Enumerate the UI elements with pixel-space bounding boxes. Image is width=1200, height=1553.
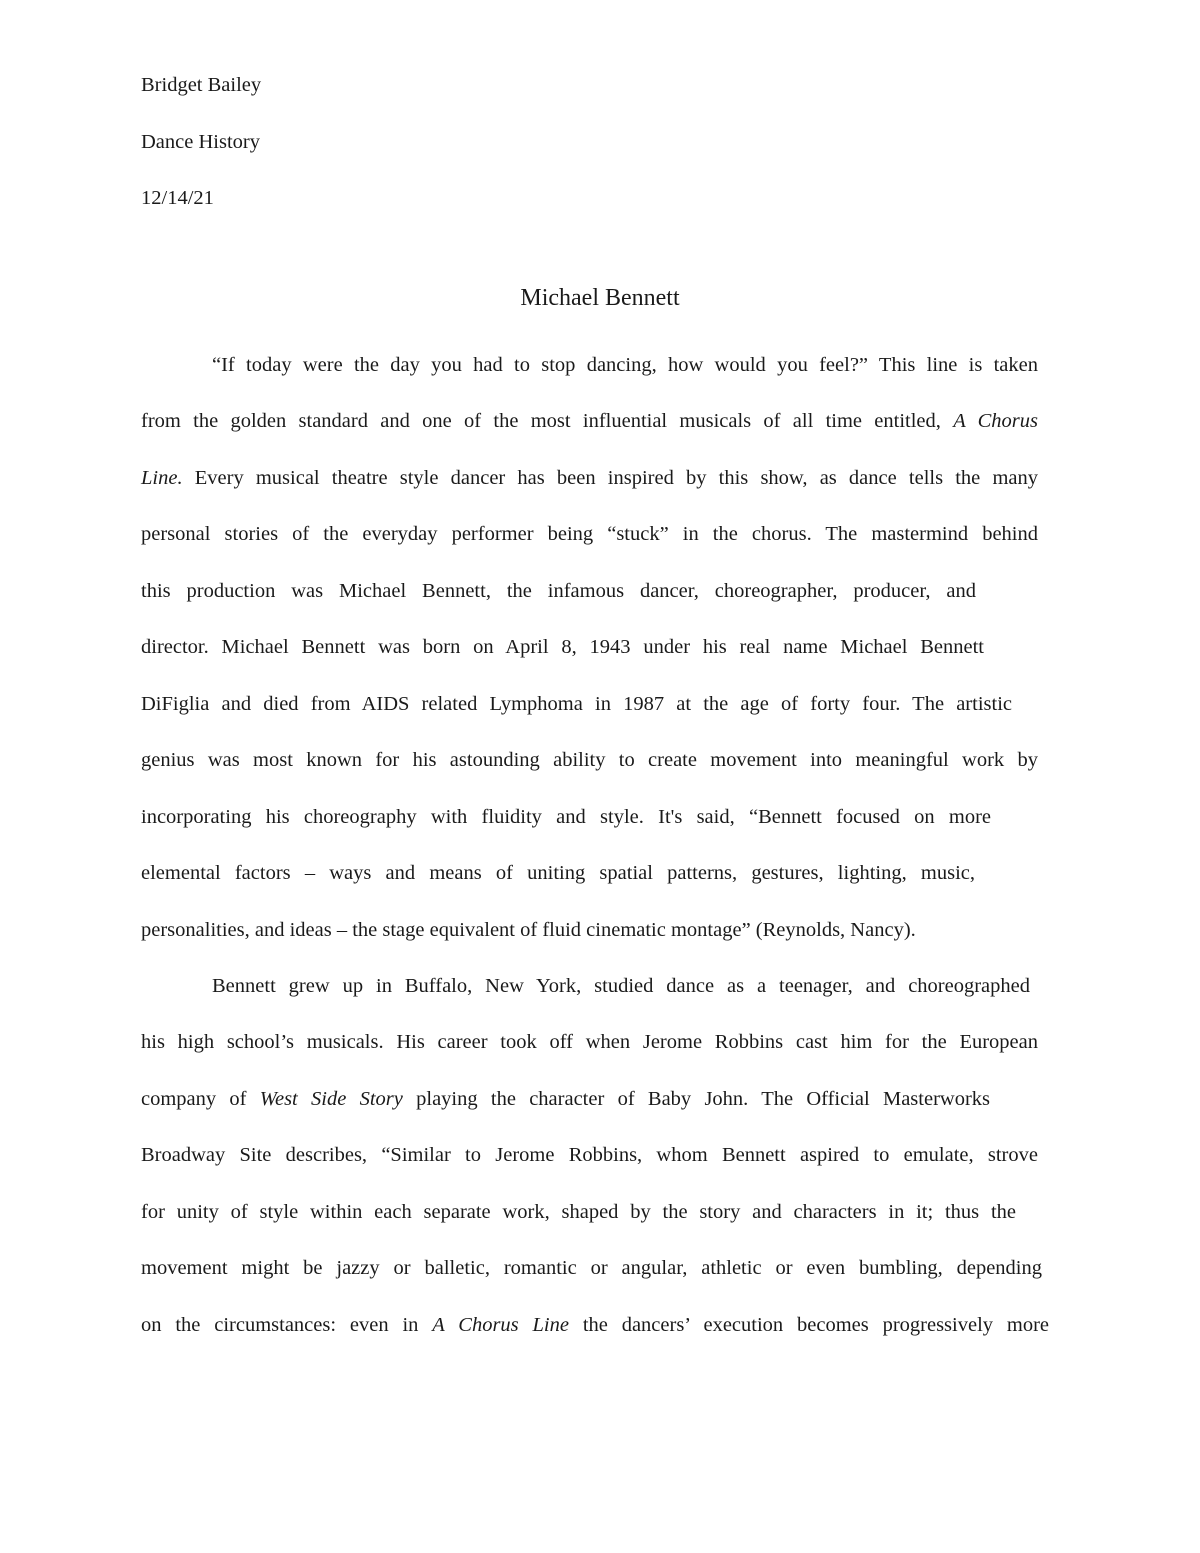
italic-title: A Chorus (953, 410, 1039, 432)
paragraph-line (141, 466, 1038, 490)
italic-title: Line. (141, 467, 183, 489)
text-run: playing the character of Baby John. The Official Masterworks (416, 1088, 991, 1110)
paragraph-line: for unity of style within each separate work, shaped by the story and characters in it; thus the (141, 1201, 1016, 1223)
paragraph-line: Broadway Site describes, “Similar to Jerome Robbins, whom Bennett aspired to emulate, strove (141, 1144, 1038, 1166)
text-run: on the circumstances: even in (141, 1314, 419, 1336)
text-run: the dancers’ execution becomes progressively more (582, 1314, 1050, 1336)
text-run: Every musical theatre style dancer has been inspired by this show, as dance tells the many (194, 467, 1038, 489)
paragraph-line (141, 1313, 1049, 1337)
italic-title: West Side Story (259, 1088, 403, 1110)
author-name: Bridget Bailey (141, 74, 262, 96)
course-name: Dance History (141, 131, 260, 153)
document-date: 12/14/21 (141, 187, 214, 209)
page-title: Michael Bennett (520, 285, 680, 311)
italic-title: A Chorus Line (432, 1314, 569, 1336)
paragraph-line: Bennett grew up in Buffalo, New York, studied dance as a teenager, and choreographed (212, 975, 1030, 997)
paragraph-line: personal stories of the everyday performer being “stuck” in the chorus. The mastermind behind (141, 523, 1038, 545)
paragraph-line: elemental factors – ways and means of uniting spatial patterns, gestures, lighting, music, (141, 862, 975, 884)
paragraph-line: his high school’s musicals. His career took off when Jerome Robbins cast him for the European (141, 1031, 1038, 1053)
paragraph-line: genius was most known for his astounding ability to create movement into meaningful work by (141, 749, 1038, 771)
text-run: company of (141, 1088, 247, 1110)
paragraph-line: DiFiglia and died from AIDS related Lymphoma in 1987 at the age of forty four. The artistic (141, 693, 1012, 715)
paragraph-line: this production was Michael Bennett, the infamous dancer, choreographer, producer, and (141, 580, 976, 602)
paragraph-line: director. Michael Bennett was born on April 8, 1943 under his real name Michael Bennett (141, 636, 984, 658)
paragraph-line: incorporating his choreography with fluidity and style. It's said, “Bennett focused on more (141, 806, 991, 828)
paragraph-line: movement might be jazzy or balletic, romantic or angular, athletic or even bumbling, depending (141, 1257, 1042, 1279)
paragraph-line: “If today were the day you had to stop dancing, how would you feel?” This line is taken (212, 354, 1038, 376)
paragraph-line (141, 1087, 990, 1111)
paragraph-line (141, 409, 1038, 433)
paragraph-line: personalities, and ideas – the stage equivalent of fluid cinematic montage” (Reynolds, Nancy). (141, 919, 916, 941)
text-run: from the golden standard and one of the most influential musicals of all time entitled, (141, 410, 941, 432)
